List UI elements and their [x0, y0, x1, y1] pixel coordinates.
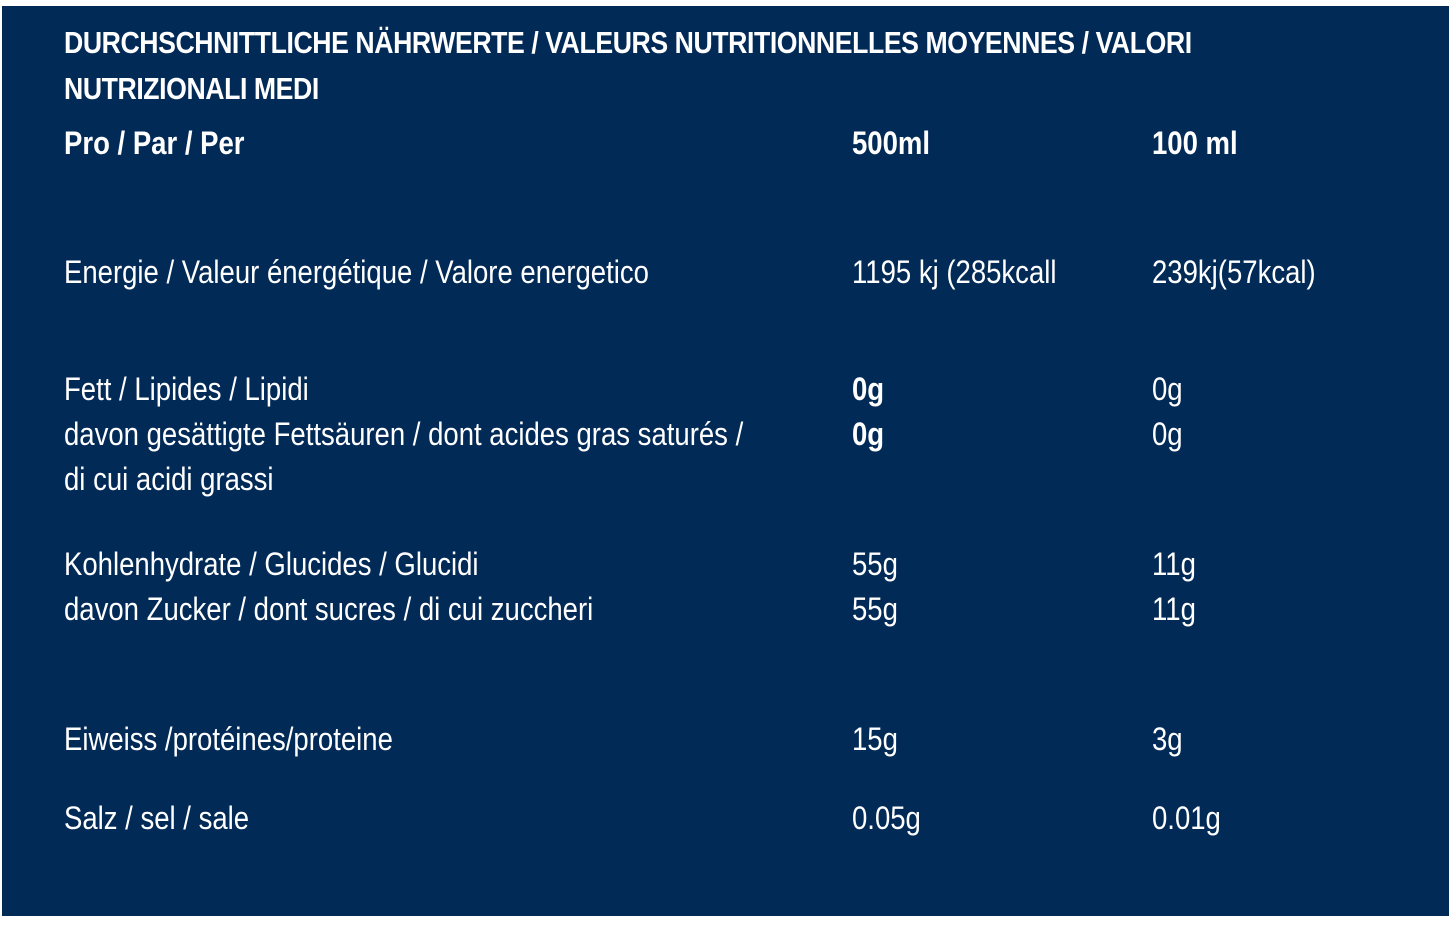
value-500ml: 1195 kj (285kcall — [852, 254, 1057, 290]
value-100ml: 0g — [1152, 416, 1183, 452]
column-header-500ml: 500ml — [852, 125, 931, 161]
header-row — [2, 120, 1449, 166]
table-row-saturated-fat-continued — [2, 456, 1449, 502]
row-label: Salz / sel / sale — [64, 800, 250, 836]
row-label: di cui acidi grassi — [64, 461, 274, 497]
table-row-energy — [2, 249, 1449, 295]
value-100ml: 239kj(57kcal) — [1152, 254, 1316, 290]
value-500ml: 0g — [852, 416, 885, 452]
row-label: davon Zucker / dont sucres / di cui zuccheri — [64, 591, 594, 627]
value-100ml: 11g — [1152, 546, 1196, 582]
value-500ml: 0g — [852, 371, 885, 407]
value-500ml: 0.05g — [852, 800, 921, 836]
value-500ml: 15g — [852, 721, 898, 757]
table-row-salt — [2, 795, 1449, 841]
row-label: Energie / Valeur énergétique / Valore energetico — [64, 254, 649, 290]
row-label: davon gesättigte Fettsäuren / dont acides gras saturés / — [64, 416, 744, 452]
row-label: Kohlenhydrate / Glucides / Glucidi — [64, 546, 479, 582]
value-500ml: 55g — [852, 546, 898, 582]
table-row-protein — [2, 716, 1449, 762]
nutrition-title: DURCHSCHNITTLICHE NÄHRWERTE / VALEURS NUTRITIONNELLES MOYENNES / VALORI NUTRIZIONALI MEDI — [64, 25, 1192, 106]
column-header-100ml: 100 ml — [1152, 125, 1238, 161]
value-100ml: 3g — [1152, 721, 1183, 757]
value-100ml: 11g — [1152, 591, 1196, 627]
value-100ml: 0.01g — [1152, 800, 1221, 836]
table-row-saturated-fat — [2, 411, 1449, 457]
row-label: Eiweiss /protéines/proteine — [64, 721, 393, 757]
row-label: Fett / Lipides / Lipidi — [64, 371, 309, 407]
table-row-fat — [2, 366, 1449, 412]
value-500ml: 55g — [852, 591, 898, 627]
value-100ml: 0g — [1152, 371, 1183, 407]
per-label: Pro / Par / Per — [64, 125, 245, 161]
table-row-sugars — [2, 586, 1449, 632]
nutrition-panel — [2, 6, 1449, 916]
table-row-carbohydrates — [2, 541, 1449, 587]
